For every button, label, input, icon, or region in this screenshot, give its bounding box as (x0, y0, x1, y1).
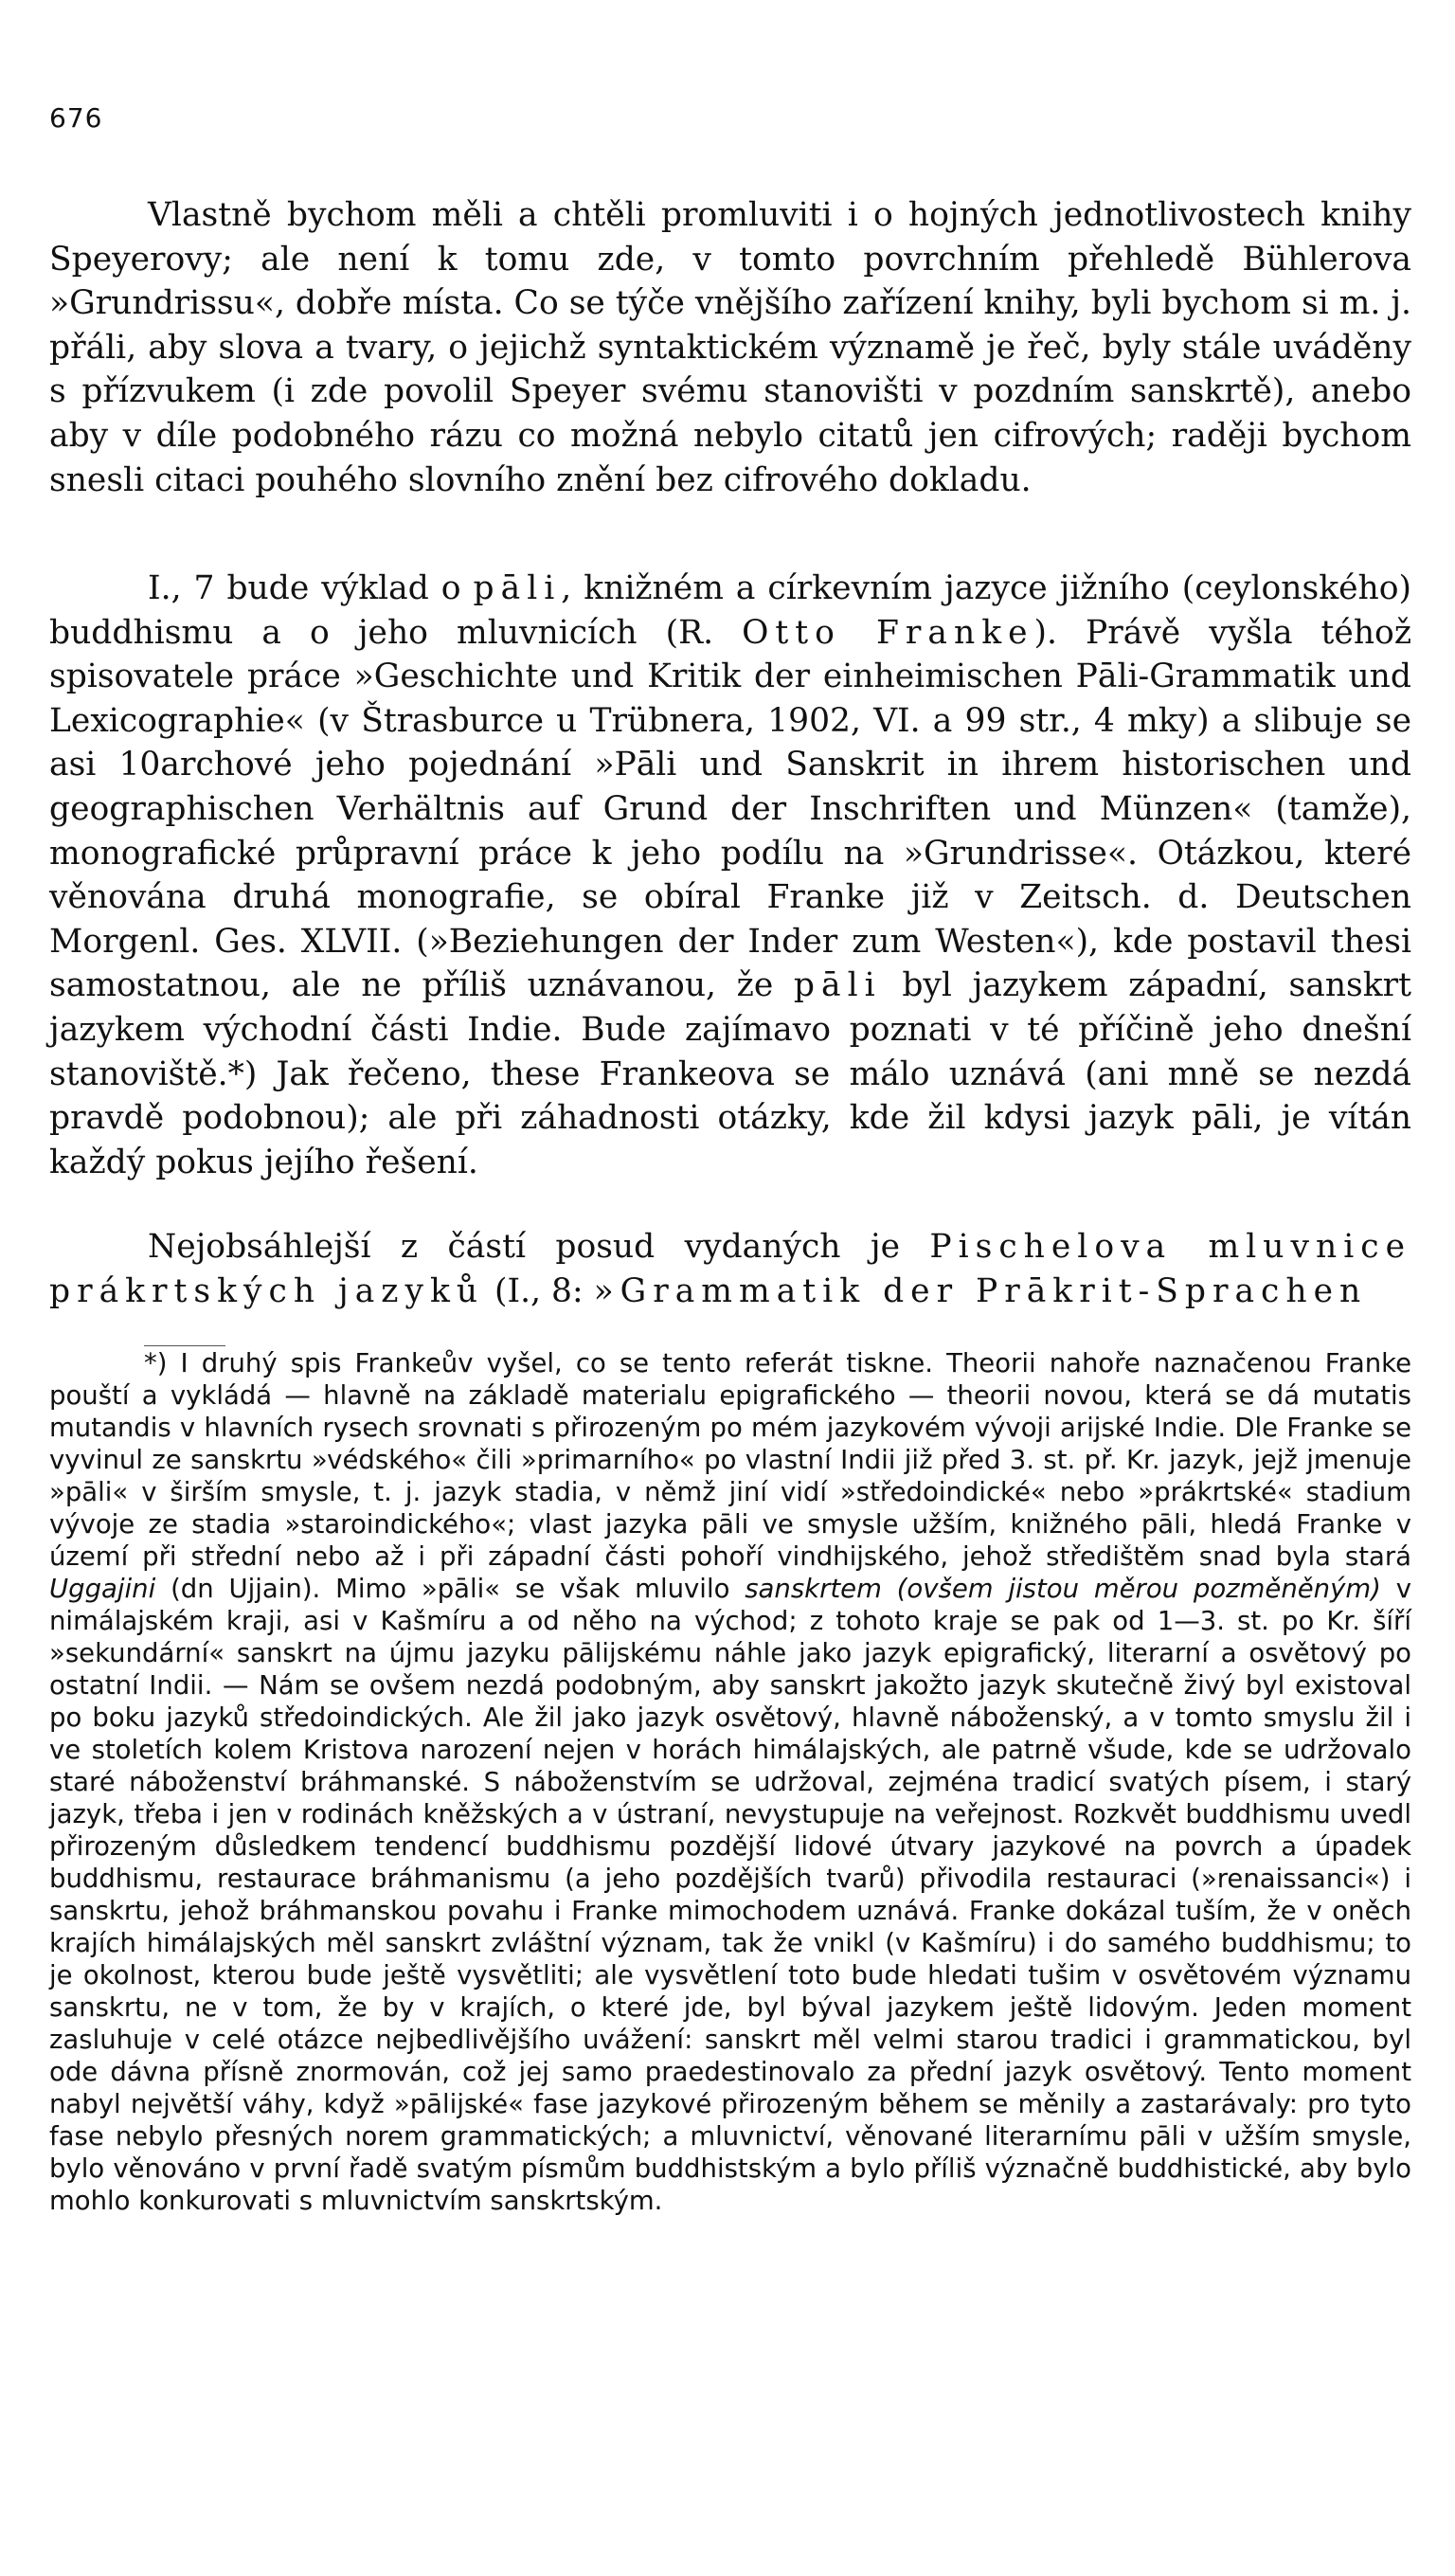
footnote-rule (144, 1345, 225, 1346)
paragraph-pischel (49, 1225, 1411, 1313)
text-segment: , knižném a církevním jazyce jižního (ceylonského) buddhismu a o jeho mluvnicích (R. (49, 569, 1411, 652)
footnote (49, 1347, 1411, 2217)
paragraph-speyer (49, 193, 1411, 502)
term-pali: pāli (793, 966, 882, 1005)
text-segment: *) I druhý spis Frankeův vyšel, co se tento referát tiskne. Theorii nahoře naznačenou Franke pouští a vykládá — hlavně na základě materialu epigrafického — theorii novou, která se dá mutatis mutandis v hlavních rysech srovnati s přirozeným po mém jazykovém vývoji arijské Indie. Dle Franke se vyvinul ze sanskrtu »védského« čili »primarního« po vlastní Indii již před 3. st. př. Kr. jazyk, jejž jmenuje »pāli« v širším smysle, t. j. jazyk stadia, v němž jiní vidí »středoindické« nebo »prákrtské« stadium vývoje ze stadia »staroindického«; vlast jazyka pāli ve smysle užším, knižného pāli, hledá Franke v území při střední nebo až i při západní části pohoří vindhijského, jehož středištěm snad byla stará (49, 1348, 1411, 1572)
term-pali: pāli (473, 569, 562, 607)
text-segment: Nejobsáhlejší z částí posud vydaných je (148, 1228, 900, 1266)
text-segment: (dn Ujjain). Mimo »pāli« se však mluvilo (171, 1574, 730, 1604)
author-name: Otto Franke (742, 613, 1034, 652)
book-title-czech: Pischelova mluvnice prákrtských jazyků (49, 1228, 1411, 1310)
italic-phrase: sanskrtem (ovšem jistou měrou pozměněným) (745, 1574, 1381, 1604)
paragraph-text: Vlastně bychom měli a chtěli promluviti i o hojných jednotlivostech knihy Speyerovy; ale není k tomu zde, v tomto povrchním přehledě Bühlerova »Grundrissu«, dobře místa. Co se týče vnějšího zařízení knihy, byli bychom si m. j. přáli, aby slova a tvary, o jejichž syntaktickém významě je řeč, byly stále uváděny s přízvukem (i zde povolil Speyer svému stanovišti v pozdním sanskrtě), anebo aby v díle podobného rázu co možná nebylo citatů jen cifrových; raději bychom snesli citaci pouhého slovního znění bez cifrového dokladu. (49, 196, 1411, 499)
text-segment: v nimálajském kraji, asi v Kašmíru a od něho na východ; z tohoto kraje se pak od 1—3. st. po Kr. šíří »sekundární« sanskrt na újmu jazyku pālijskému náhle jako jazyk epigrafický, literarní a osvětový po ostatní Indii. — Nám se ovšem nezdá podobným, aby sanskrt jakožto jazyk skutečně živý byl existoval po boku jazyků středoindických. Ale žil jako jazyk osvětový, hlavně náboženský, a v tomto smyslu žil i ve stoletích kolem Kristova narození nejen v horách himálajských, ale patrně všude, kde se udržovalo staré náboženství bráhmanské. S náboženstvím se udržoval, zejména tradicí svatých písem, i starý jazyk, třeba i jen v rodinách kněžských a v ústraní, nevystupuje na veřejnost. Rozkvět buddhismu uvedl přirozeným důsledkem tendencí buddhismu pozdější lidové útvary jazykové na povrch a úpadek buddhismu, restaurace bráhmanismu (a jeho pozdějších tvarů) přivodila restauraci (»renaissanci«) i sanskrtu, jehož bráhmanskou povahu i Franke mimochodem uznává. Franke dokázal tuším, že v oněch krajích himálajských měl sanskrt zvláštní význam, tak že vnikl (v Kašmíru) i do samého buddhismu; to je okolnost, kterou bude ještě vysvětliti; ale vysvětlení toto bude hledati tušim v osvětovém významu sanskrtu, ne v tom, že by v krajích, o které jde, byl býval jazykem ještě lidovým. Jeden moment zasluhuje v celé otázce nejbedlivějšího uvážení: sanskrt měl velmi starou tradici i grammatickou, byl ode dávna přísně znormován, což jej samo praedestinovalo za přední jazyk osvětový. Tento moment nabyl největší váhy, když »pālijské« fase jazykové přirozeným během se měnily a zastarávaly: pro tyto fase nebylo přesných norem grammatických; a mluvnictví, věnované literarnímu pāli v užším smysle, bylo věnováno v první řadě svatým písmům buddhistským a bylo příliš význačně buddhistické, aby bylo mohlo konkurovati s mluvnictvím sanskrtským. (49, 1574, 1411, 2216)
footnote-text (49, 1347, 1411, 2217)
book-title-german: »Grammatik der Prākrit-Sprachen (593, 1271, 1368, 1310)
text-segment: byl jazykem západní, sanskrt jazykem východní části Indie. Bude zajímavo poznati v té příčině jeho dnešní stanoviště.*) Jak řečeno, these Frankeova se málo uznává (ani mně se nezdá pravdě podobnou); ale při záhadnosti otázky, kde žil kdysi jazyk pāli, je vítán každý pokus jejího řešení. (49, 966, 1412, 1181)
paragraph-pali (49, 567, 1411, 1184)
page-number: 676 (49, 102, 103, 134)
place-name: Uggajini (49, 1574, 156, 1604)
text-segment: I., 7 bude výklad o (148, 569, 461, 607)
paragraph-text (49, 1225, 1411, 1313)
text-segment: (I., 8: (494, 1271, 584, 1310)
text-segment: ). Právě vyšla téhož spisovatele práce »Geschichte und Kritik der einheimischen Pāli-Grammatik und Lexicographie« (v Štrasburce u Trübnera, 1902, VI. a 99 str., 4 mky) a slibuje se asi 10archové jeho pojednání »Pāli und Sanskrit in ihrem historischen und geographischen Verhältnis auf Grund der Inschriften und Münzen« (tamže), monografické průpravní práce k jeho podílu na »Grundrisse«. Otázkou, které věnována druhá monografie, se obíral Franke již v Zeitsch. d. Deutschen Morgenl. Ges. XLVII. (»Beziehungen der Inder zum Westen«), kde postavil thesi samostatnou, ale ne příliš uznávanou, že (49, 613, 1412, 1005)
paragraph-text (49, 567, 1411, 1184)
book-page (49, 0, 1411, 2576)
